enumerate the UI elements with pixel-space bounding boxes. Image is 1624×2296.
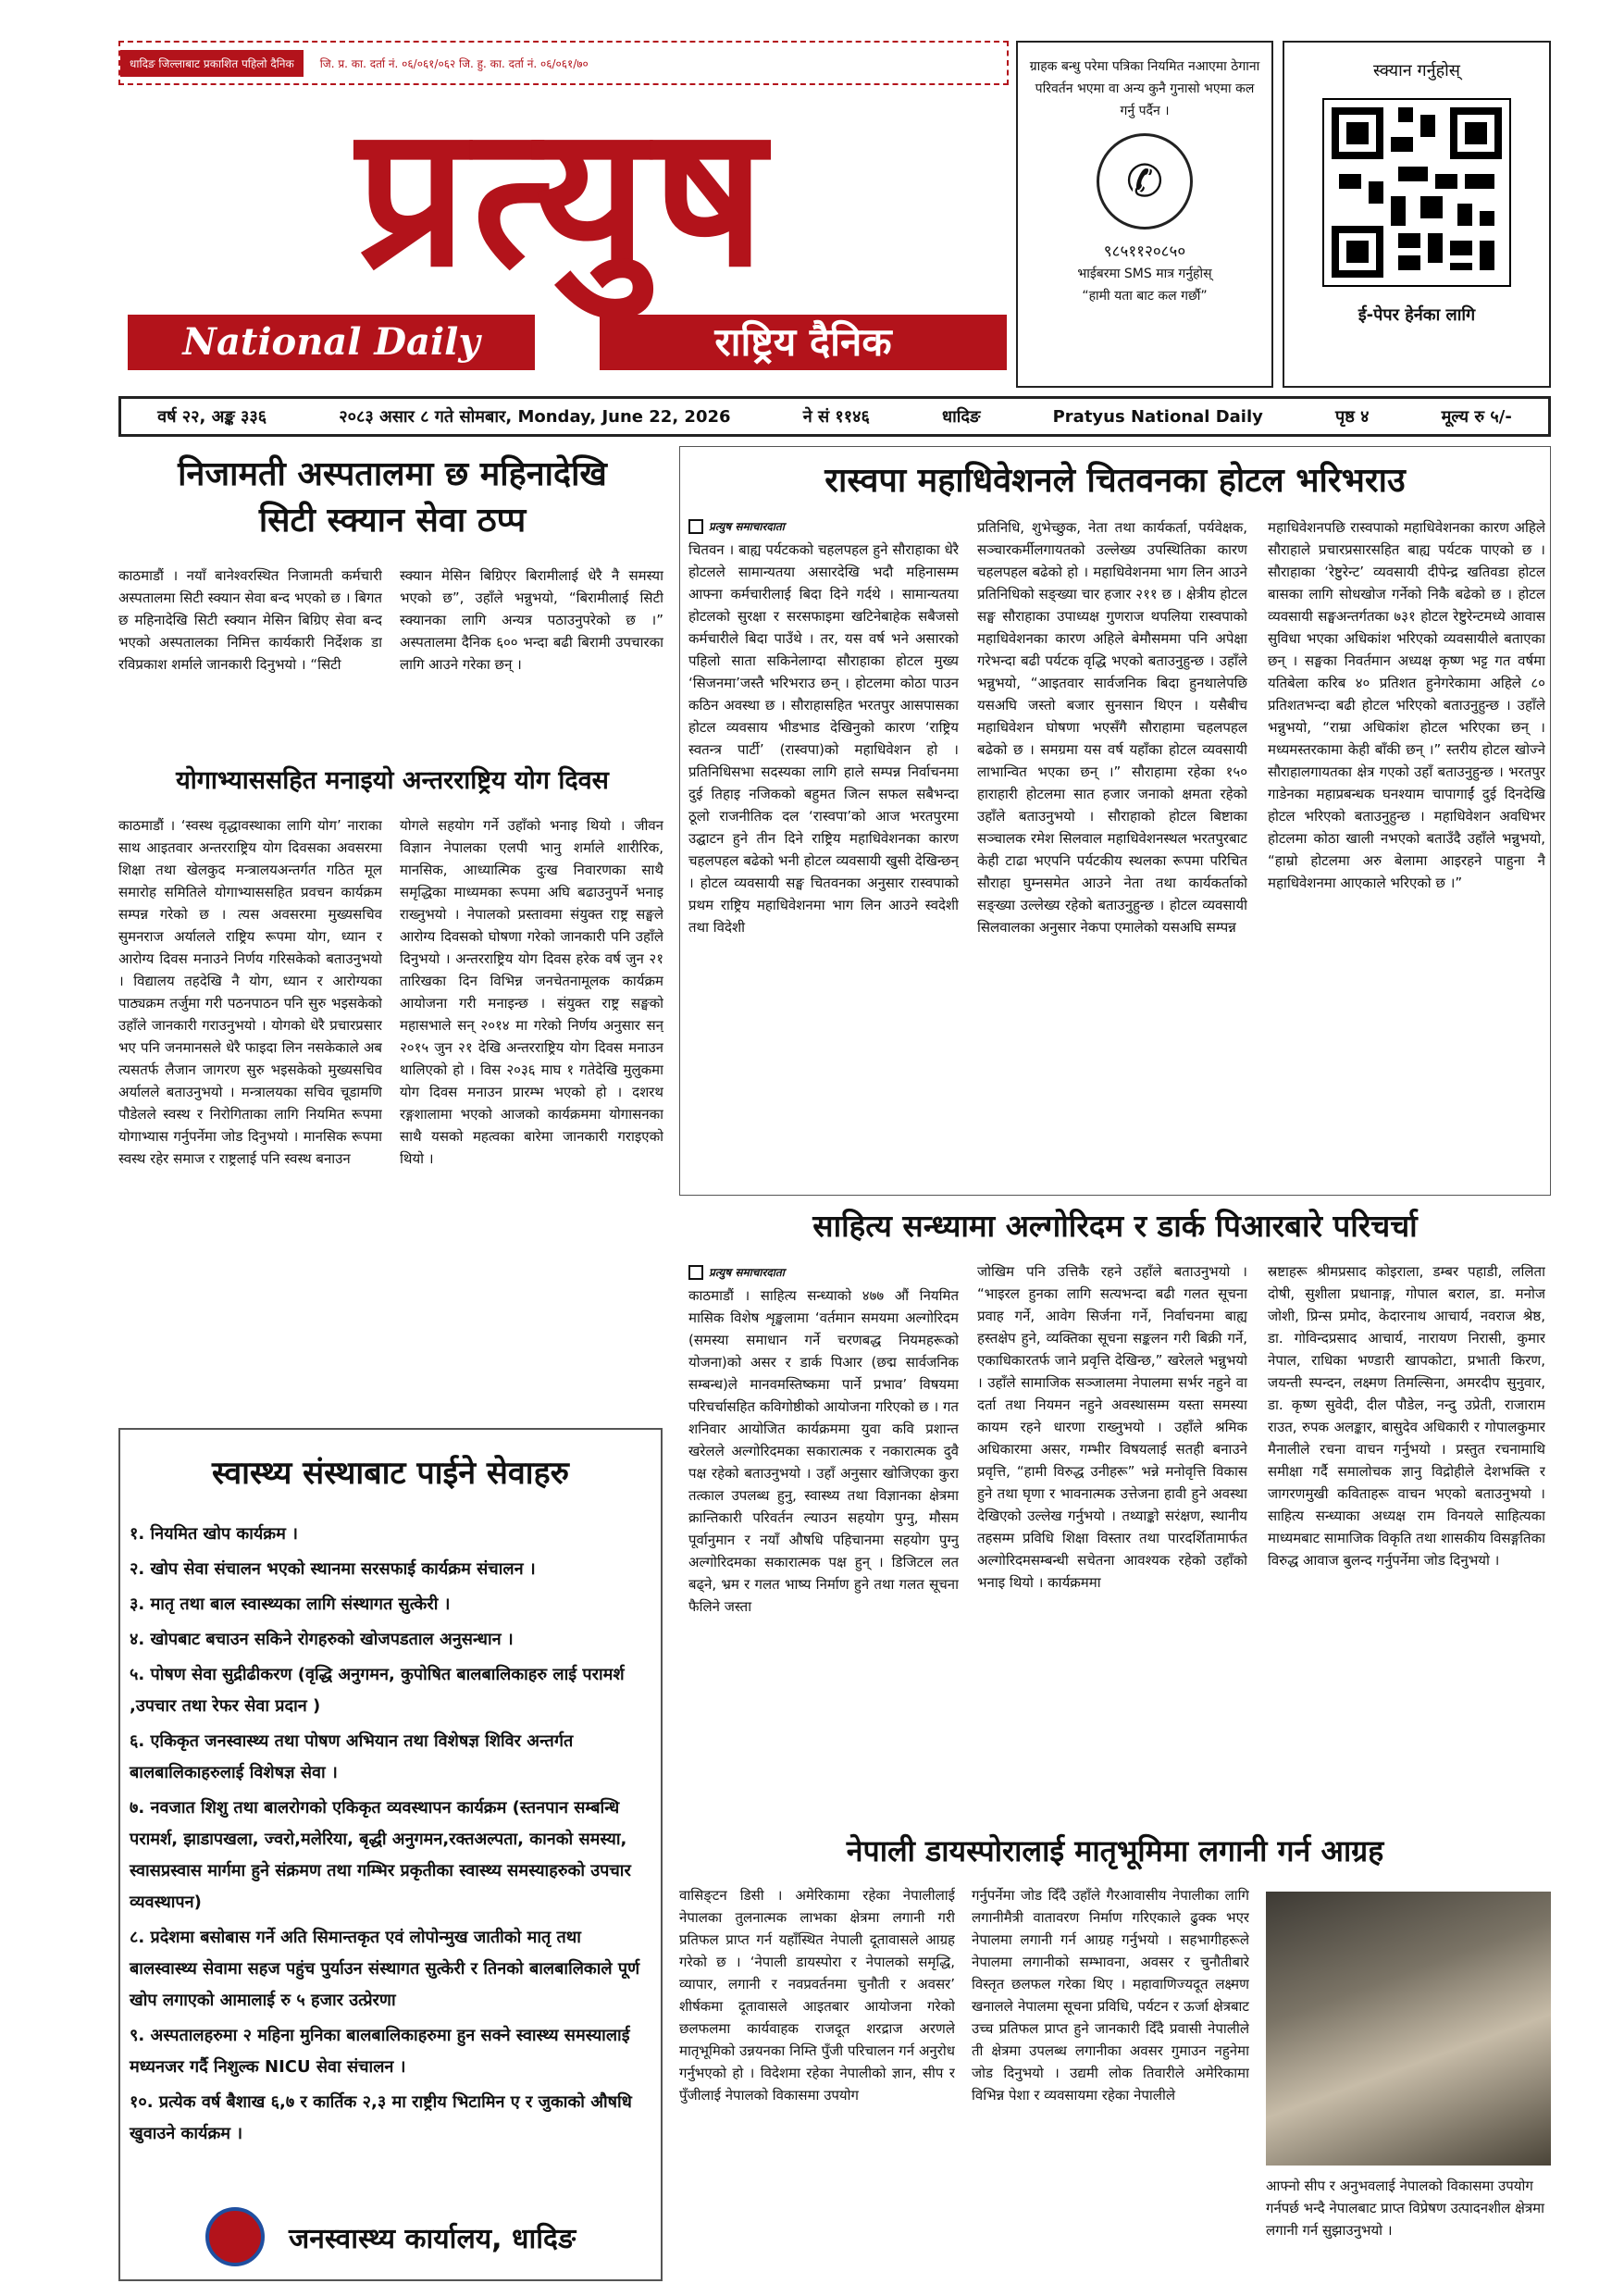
rsp-col-3: महाधिवेशनपछि रास्वपाको महाधिवेशनका कारण अहिले सौराहाले प्रचारप्रसारसहित बाह्य पर्यटक पाएको छ । सौराहाका ‘रेष्टुरेन्ट’ व्यवसायी दीपेन्द्र खतिवडा होटल बासका लागि सोधखोज गर्नेको निकै बढेको छ । होटल व्यवसायी सङ्घअन्तर्गतका ७३१ होटल रेष्टुरेन्टमध्ये आवास सुविधा भएका अधिकांश भरिएको व्यवसायीले बताएका छन् । सङ्घका निवर्तमान अध्यक्ष कृष्ण भट्ट गत वर्षमा यतिबेला करिब ४० प्रतिशत हुनेगरेकामा अहिले ८० प्रतिशतभन्दा बढी होटल भरिएको बताउनुहुन्छ । उहाँले भन्नुभयो, “राम्रा अधिकांश होटल भरिएका छन् । मध्यमस्तरकामा केही बाँकी छन् ।” स्तरीय होटल खोज्ने सौराहालगायतका क्षेत्र गएको उहाँ बताउनुहुन्छ । भरतपुर गाडेनका महाप्रबन्धक घनश्याम चापागाईं दुई दिनदेखि होटल भरिएको बताउनुहुन्छ । महाधिवेशन अवधिभर होटलमा कोठा खाली नभएको बताउँदै उहाँले भन्नुभयो, “हाम्रो होटलमा अरु बेलामा आइरहने पाहुना नै महाधिवेशनमा आएकाले भरिएको छ ।” [1268, 519, 1545, 891]
price: मूल्य रु ५/- [1441, 407, 1512, 427]
list-item: १. नियमित खोप कार्यक्रम । [130, 1524, 298, 1544]
sahitya-headline: साहित्य सन्ध्यामा अल्गोरिदम र डार्क पिआरबारे परिचर्चा [812, 1208, 1418, 1244]
sahitya-col-3: स्रष्टाहरू श्रीमप्रसाद कोइराला, डम्बर पहाडी, ललिता दोषी, सुशीला प्रधानाङ्ग, गोपाल बराल, डा. मनोज जोशी, प्रिन्स प्रमोद, केदारनाथ आचार्य, नवराज श्रेष्ठ, डा. गोविन्दप्रसाद आचार्य, नारायण निरासी, कुमार नेपाल, राधिका भण्डारी खापकोटा, प्रभाती किरण, जयन्ती स्पन्दन, लक्ष्मण तिमल्सिना, अमरदीप सुनुवार, डा. कृष्ण सुवेदी, दील पौडेल, नन्दु उप्रेती, राजाराम राउत, रुपक अलङ्कार, बासुदेव अधिकारी र गोपालकुमार मैनालीले रचना वाचन गर्नुभयो । प्रस्तुत रचनामाथि समीक्षा गर्दै समालोचक ज्ञानु विद्रोहीले देशभक्ति र जागरणमुखी कविताहरू वाचन भएको बताउनुभयो । साहित्य सन्ध्याका अध्यक्ष राम विनयले साहित्यका माध्यमबाट सामाजिक विकृति तथा शासकीय विसङ्गतिका विरुद्ध आवाज बुलन्द गर्नुपर्नेमा जोड दिनुभयो । [1268, 1263, 1545, 1569]
yoga-col-1: काठमाडौं । ‘स्वस्थ वृद्धावस्थाका लागि योग’ नाराका साथ आइतवार अन्तरराष्ट्रिय योग दिवसका अवसरमा शिक्षा तथा खेलकुद मन्त्रालयअन्तर्गत गठित मूल समारोह समितिले योगाभ्याससहित प्रवचन कार्यक्रम सम्पन्न गरेको छ । त्यस अवसरमा मुख्यसचिव सुमनराज अर्यालले राष्ट्रिय रूपमा योग, ध्यान र आरोग्य दिवस मनाउने निर्णय गरिसकेको बताउनुभयो । विद्यालय तहदेखि नै योग, ध्यान र आरोग्यका पाठ्यक्रम तर्जुमा गरी पठनपाठन पनि सुरु भइसकेको उहाँले जानकारी गराउनुभयो । योगको धेरै प्रचारप्रसार भए पनि जनमानसले धेरै फाइदा लिन नसकेकाले अब त्यसतर्फ लैजान जागरण सुरु भइसकेको मुख्यसचिव अर्यालले बताउनुभयो । मन्त्रालयका सचिव चूडामणि पौडेलले स्वस्थ र निरोगिताका लागि नियमित रूपमा योगाभ्यास गर्नुपर्नेमा जोड दिनुभयो । मानसिक रूपमा स्वस्थ रहेर समाज र राष्ट्रलाई पनि स्वस्थ बनाउन [118, 817, 382, 1167]
masthead-title-en: National Daily [128, 315, 535, 370]
sahitya-col-1: काठमाडौं । साहित्य सन्ध्याको ४७७ औं नियमित मासिक विशेष शृङ्खलामा ‘वर्तमान समयमा अल्गोरिदम (समस्या समाधान गर्ने चरणबद्ध नियमहरूको योजना)को असर र डार्क पिआर (छद्म सार्वजनिक सम्बन्ध)ले मानवमस्तिष्कमा पार्ने प्रभाव’ विषयमा परिचर्चासहित कविगोष्ठीको आयोजना गरिएको छ । गत शनिवार आयोजित कार्यक्रममा युवा कवि प्रशान्त खरेलले अल्गोरिदमका सकारात्मक र नकारात्मक दुवै पक्ष रहेको बताउनुभयो । उहाँ अनुसार खोजिएका कुरा तत्काल उपलब्ध हुनु, स्वास्थ्य तथा विज्ञानका क्षेत्रमा क्रान्तिकारी परिवर्तन ल्याउन सहयोग पुग्नु, मौसम पूर्वानुमान र नयाँ औषधि पहिचानमा सहयोग पुग्नु अल्गोरिदमका सकारात्मक पक्ष हुन् । डिजिटल लत बढ्ने, भ्रम र गलत भाष्य निर्माण हुने तथा गलत सूचना फैलिने जस्ता [688, 1287, 959, 1615]
diaspora-col-2: गर्नुपर्नेमा जोड दिँदै उहाँले गैरआवासीय नेपालीका लागि लगानीमैत्री वातावरण निर्माण गरिएकाले ढुक्क भएर नेपालमा लगानी गर्न आग्रह गर्नुभयो । सहभागीहरूले नेपालमा लगानीको सम्भावना, अवसर र चुनौतीबारे विस्तृत छलफल गरेका थिए । महावाणिज्यदूत लक्ष्मण खनालले नेपालमा सूचना प्रविधि, पर्यटन र ऊर्जा क्षेत्रबाट उच्च प्रतिफल प्राप्त हुने जानकारी दिँदै प्रवासी नेपालीले ती क्षेत्रमा उपलब्ध लगानीका अवसर गुमाउन नहुनेमा जोड दिनुभयो । उद्यमी लोक तिवारीले अमेरिकामा विभिन्न पेशा र व्यवसायमा रहेका नेपालीले [972, 1887, 1249, 2104]
sahitya-byline: प्रत्युष समाचारदाता [688, 1264, 785, 1280]
masthead-logo [118, 81, 1009, 379]
list-item: २. खोप सेवा संचालन भएको स्थानमा सरसफाई कार्यक्रम संचालन । [130, 1559, 536, 1579]
dateline-bar [118, 396, 1551, 437]
rsp-col-2: प्रतिनिधि, शुभेच्छुक, नेता तथा कार्यकर्ता, पर्यवेक्षक, सञ्चारकर्मीलगायतको उल्लेख्य उपस्थितिका कारण चहलपहल बढेको हो । महाधिवेशनमा भाग लिन आउने प्रतिनिधिको सङ्ख्या चार हजार २११ छ । क्षेत्रीय होटल सङ्घ सौराहाका उपाध्यक्ष गुणराज थपलिया रास्वपाको महाधिवेशनका कारण अहिले बेमौसममा पनि अपेक्षा गरेभन्दा बढी पर्यटक वृद्धि भएको बताउनुहुन्छ । उहाँले भन्नुभयो, “आइतवार सार्वजनिक बिदा हुनथालेपछि यसअघि जस्तो बजार सुनसान थिएन । यसैबीच महाधिवेशन घोषणा भएसँगै सौराहामा चहलपहल बढेको छ । समग्रमा यस वर्ष यहाँका होटल व्यवसायी लाभान्वित भएका छन् ।” सौराहामा रहेका १५० हाराहारी होटलमा सात हजार जनाको क्षमता रहेको उहाँले बताउनुभयो । सौराहाको होटल बिष्टाका सञ्चालक रमेश सिलवाल महाधिवेशनस्थल भरतपुरबाट केही टाढा भएपनि पर्यटकीय स्थलका रूपमा परिचित सौराहा घुम्नसमेत आउने नेता तथा कार्यकर्ताको सङ्ख्या उल्लेख्य रहेको बताउनुहुन्छ । होटल व्यवसायी सिलवालका अनुसार नेकपा एमालेको यसअघि सम्पन्न [977, 519, 1247, 936]
scan-footer: ई-पेपर हेर्नका लागि [1357, 305, 1476, 325]
services-heading: स्वास्थ्य संस्थाबाट पाईने सेवाहरु [211, 1455, 570, 1492]
diaspora-photo [1266, 1892, 1551, 2166]
list-item: ३. मातृ तथा बाल स्वास्थ्यका लागि संस्थागत सुत्केरी । [130, 1595, 451, 1614]
notice-quote: “हामी यता बाट कल गर्छौ” [1082, 289, 1208, 304]
health-services-ad [118, 1428, 663, 2281]
rsp-byline: प्रत्युष समाचारदाता [688, 518, 785, 534]
notice-sms: भाईबरमा SMS मात्र गर्नुहोस् [1077, 267, 1212, 281]
list-item: ५. पोषण सेवा सुद्रीढीकरण (वृद्धि अनुगमन, कुपोषित बालबालिकाहरु लाई परामर्श ,उपचार तथा रेफर सेवा प्रदान ) [130, 1665, 625, 1716]
paper-name: Pratyus National Daily [1052, 406, 1263, 427]
qr-code[interactable] [1322, 98, 1511, 287]
masthead-slug: धादिङ जिल्लाबाट प्रकाशित पहिलो दैनिक [120, 50, 304, 77]
list-item: ७. नवजात शिशु तथा बालरोगको एकिकृत व्यवस्थापन कार्यक्रम (स्तनपान सम्बन्धि परामर्श, झाडापखला, ज्वरो,मलेरिया, बृद्धी अनुगमन,रक्तअल्पता, कानको समस्या, स्वासप्रस्वास मार्गमा हुने संक्रमण तथा गम्भिर प्रकृतीका स्वास्थ्य समस्याहरुको उपचार व्यवस्थापन) [130, 1798, 631, 1912]
date-nepali: २०८३ असार ८ गते सोमबार, Monday, June 22, 2026 [339, 407, 731, 427]
scan-heading: स्क्यान गर्नुहोस् [1373, 61, 1460, 81]
volume-issue: वर्ष २२, अङ्क ३३६ [157, 407, 267, 427]
qr-scan-box [1283, 41, 1551, 388]
list-item: ४. खोपबाट बचाउन सकिने रोगहरुको खोजपडताल अनुसन्धान । [130, 1630, 514, 1649]
masthead-top-band [118, 41, 1009, 85]
registration-number: जि. प्र. का. दर्ता नं. ०६/०६१/०६२ जि. हु. का. दर्ता नं. ०६/०६१/७० [319, 56, 589, 70]
masthead-title: प्रत्युष [356, 81, 771, 310]
subscriber-notice [1016, 41, 1273, 388]
page-number: पृष्ठ ४ [1335, 407, 1370, 427]
rsp-col-1: चितवन । बाह्य पर्यटकको चहलपहल हुने सौराहाका धेरै होटलले सामान्यतया असारदेखि भदौ महिनासम्म आफ्ना कर्मचारीलाई बिदा दिने गर्दथे । सामान्यतया होटलको सुरक्षा र सरसफाइमा खटिनेबाहेक सबैजसो कर्मचारीले बिदा पाउँथे । तर, यस वर्ष भने असारको पहिलो साता सकिनेलाग्दा सौराहाका होटल मुख्य ‘सिजनमा’जस्तै भरिभराउ छन् । होटलमा कोठा पाउन कठिन अवस्था छ । सौराहासहित भरतपुर आसपासका होटल व्यवसाय भीडभाड देखिनुको कारण ‘राष्ट्रिय स्वतन्त्र पार्टी’ (रास्वपा)को महाधिवेशन हो । प्रतिनिधिसभा सदस्यका लागि हाले सम्पन्न निर्वाचनमा दुई तिहाइ नजिकको बहुमत जित्न सफल सबैभन्दा ठूलो राजनीतिक दल ‘रास्वपा’को आज भरतपुरमा उद्घाटन हुने तीन दिने राष्ट्रिय महाधिवेशनका कारण चहलपहल बढेको भनी होटल व्यवसायी खुसी देखिन्छन् । होटल व्यवसायी सङ्घ चितवनका अनुसार रास्वपाको प्रथम राष्ट्रिय महाधिवेशनमा भाग लिन आउने स्वदेशी तथा विदेशी [688, 541, 959, 936]
place: धादिङ [942, 407, 981, 427]
services-list [130, 1519, 651, 2150]
diaspora-headline: नेपाली डायस्पोरालाई मातृभूमिमा लगानी गर्न आग्रह [846, 1833, 1384, 1868]
diaspora-col-1: वासिङ्टन डिसी । अमेरिकामा रहेका नेपालीलाई नेपालका तुलनात्मक लाभका क्षेत्रमा लगानी गरी प्रतिफल प्राप्त गर्न यहाँस्थित नेपाली दूतावासले आग्रह गरेको छ । ‘नेपाली डायस्पोरा र नेपालको समृद्धि, व्यापार, लगानी र नवप्रवर्तनमा चुनौती र अवसर’ शीर्षकमा दूतावासले आइतबार आयोजना गरेको छलफलमा कार्यवाहक राजदूत शरद्राज अरणले मातृभूमिको उन्नयनका निम्ति पुँजी परिचालन गर्न अनुरोध गर्नुभएको हो । विदेशमा रहेका नेपालीको ज्ञान, सीप र पुँजीलाई नेपालको विकासमा उपयोग [679, 1887, 955, 2104]
list-item: ८. प्रदेशमा बसोबास गर्ने अति सिमान्तकृत एवं लोपोन्मुख जातीको मातृ तथा बालस्वास्थ्य सेवामा सहज पहुंच पुर्याउन संस्थागत सुत्केरी र तिनको बालबालिकाले पूर्ण खोप लगाएको आमालाई रु ५ हजार उत्प्रेरणा [130, 1928, 640, 2010]
services-footer: जनस्वास्थ्य कार्यालय, धादिङ [120, 2207, 661, 2266]
list-item: १०. प्रत्येक वर्ष बैशाख ६,७ र कार्तिक २,३ मा राष्ट्रीय भिटामिन ए र जुकाको औषधि खुवाउने कार्यक्रम । [130, 2092, 632, 2143]
yoga-col-2: योगले सहयोग गर्ने उहाँको भनाइ थियो । जीवन विज्ञान नेपालका एलपी भानु शर्माले शारीरिक, मानसिक, आध्यात्मिक दुःख निवारणका साथै समृद्धिका माध्यमका रूपमा अघि बढाउनुपर्ने भनाइ राख्नुभयो । नेपालको प्रस्तावमा संयुक्त राष्ट्र सङ्घले आरोग्य दिवसको घोषणा गरेको जानकारी पनि उहाँले दिनुभयो । अन्तरराष्ट्रिय योग दिवस हरेक वर्ष जुन २१ तारिखका दिन विभिन्न जनचेतनामूलक कार्यक्रम आयोजना गरी मनाइन्छ । संयुक्त राष्ट्र सङ्घको महासभाले सन् २०१४ मा गरेको निर्णय अनुसार सन् २०१५ जुन २१ देखि अन्तरराष्ट्रिय योग दिवस मनाउन थालिएको हो । विस २०३६ माघ १ गतेदेखि मुलुकमा योग दिवस मनाउन प्रारम्भ भएको हो । दशरथ रङ्गशालामा भएको आजको कार्यक्रममा योगासनका साथै यसको महत्वका बारेमा जानकारी गराइएको थियो । [400, 817, 663, 1167]
sahitya-col-2: जोखिम पनि उत्तिकै रहने उहाँले बताउनुभयो । “भाइरल हुनका लागि सत्यभन्दा बढी गलत सूचना प्रवाह गर्ने, आवेग सिर्जना गर्ने, निर्वाचनमा बाह्य हस्तक्षेप हुने, व्यक्तिका सूचना सङ्कलन गरी बिक्री गर्ने, एकाधिकारतर्फ जाने प्रवृत्ति देखिन्छ,” खरेलले भन्नुभयो । उहाँले सामाजिक सञ्जालमा नेपालमा सर्भर नहुने वा दर्ता तथा नियमन नहुने अवस्थासम्म यस्ता समस्या कायम रहने धारणा राख्नुभयो । उहाँले श्रमिक अधिकारमा असर, गम्भीर विषयलाई सतही बनाउने प्रवृत्ति, “हामी विरुद्ध उनीहरू” भन्ने मनोवृत्ति विकास हुने तथा घृणा र भावनात्मक उत्तेजना हावी हुने अवस्था देखिएको उल्लेख गर्नुभयो । तथ्याङ्को सरंक्षण, स्थानीय तहसम्म प्रविधि शिक्षा विस्तार तथा पारदर्शितामार्फत अल्गोरिदमसम्बन्धी सचेतना आवश्यक रहेको उहाँको भनाइ थियो । कार्यक्रममा [977, 1263, 1247, 1591]
notice-text: ग्राहक बन्धु परेमा पत्रिका नियमित नआएमा ठेगाना परिवर्तन भएमा वा अन्य कुनै गुनासो भएमा कल गर्नु पर्दैन । [1029, 59, 1260, 118]
ct-col-1: काठमाडौं । नयाँ बानेश्वरस्थित निजामती कर्मचारी अस्पतालमा सिटी स्क्यान सेवा बन्द भएको छ । बिगत छ महिनादेखि सिटी स्क्यान मेसिन बिग्रिए सेवा बन्द भएको अस्पतालका निमित्त कार्यकारी निर्देशक डा रविप्रकाश शर्माले जानकारी दिनुभयो । “सिटी [118, 567, 382, 673]
viber-phone-icon: ✆ [1097, 133, 1193, 230]
ct-headline: निजामती अस्पतालमा छ महिनादेखि सिटी स्क्यान सेवा ठप्प [178, 455, 607, 540]
ct-col-2: स्क्यान मेसिन बिग्रिएर बिरामीलाई धेरै नै समस्या भएको छ”, उहाँले भन्नुभयो, “बिरामीलाई सिटी स्क्यानका लागि अन्यत्र पठाउनुपरेको छ ।” अस्पतालमा दैनिक ६०० भन्दा बढी बिरामी उपचारका लागि आउने गरेका छन् । [400, 567, 663, 673]
yoga-headline: योगाभ्याससहित मनाइयो अन्तरराष्ट्रिय योग दिवस [176, 766, 609, 795]
diaspora-photo-caption: आफ्नो सीप र अनुभवलाई नेपालको विकासमा उपयोग गर्नपर्छ भन्दै नेपालबाट प्राप्त विप्रेषण उत्पादनशील क्षेत्रमा लगानी गर्न सुझाउनुभयो । [1266, 2178, 1544, 2239]
list-item: ६. एकिकृत जनस्वास्थ्य तथा पोषण अभियान तथा विशेषज्ञ शिविर अन्तर्गत बालबालिकाहरुलाई विशेषज्ञ सेवा । [130, 1731, 574, 1782]
rsp-headline: रास्वपा महाधिवेशनले चितवनका होटल भरिभराउ [824, 462, 1406, 500]
notice-phone: ९८५११२०८५० [1103, 242, 1186, 261]
masthead-subtitle: राष्ट्रिय दैनिक [600, 315, 1007, 370]
list-item: ९. अस्पतालहरुमा २ महिना मुनिका बालबालिकाहरुमा हुन सक्ने स्वास्थ्य समस्यालाई मध्यनजर गर्दै निशुल्क NICU सेवा संचालन । [130, 2026, 630, 2077]
nepal-sambat: ने सं ११४६ [802, 407, 870, 427]
nepal-emblem-icon [205, 2207, 265, 2266]
